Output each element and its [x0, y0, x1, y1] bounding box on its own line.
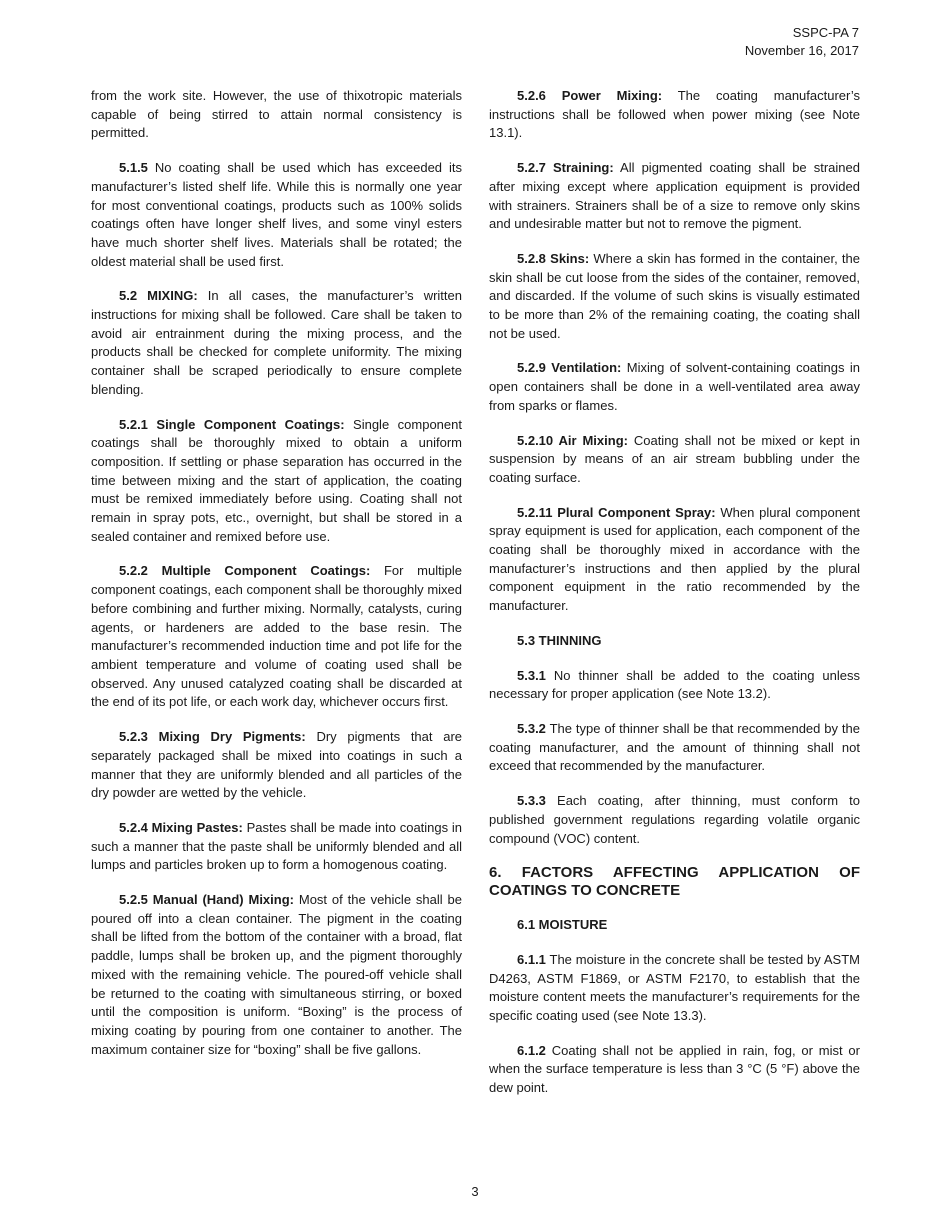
paragraph-5-2-2: 5.2.2 Multiple Component Coatings: For multiple component coatings, each component shall be thoroughly mixed before combining and further mixing. Normally, catalysts, curing agents, or hardeners are added to the base resin. The manufacturer’s recommended induction time and pot life for the ambient temperature and volume of coating used shall be observed. Any unused catalyzed coating shall be discarded at the end of its pot life, or each work day, whichever occurs first.: [91, 563, 462, 710]
section-number: 5.1.5: [119, 160, 148, 176]
paragraph-5-1-5: 5.1.5 No coating shall be used which has exceeded its manufacturer’s listed shelf life. While this is normally one year for most conventional coatings, products such as 100% solids coatings often have longer shelf lives, and some vinyl esters have much shorter shelf lives. Materials shall be rotated; the oldest material shall be used first.: [91, 160, 462, 269]
section-heading: 5.2.7 Straining:: [517, 160, 614, 176]
paragraph-6-1-2: 6.1.2 Coating shall not be applied in rain, fog, or mist or when the surface temperature is less than 3 °C (5 °F) above the dew point.: [489, 1042, 860, 1096]
section-heading: 5.2.3 Mixing Dry Pigments:: [119, 729, 306, 745]
subsection-heading-6-1: 6.1 MOISTURE: [517, 917, 608, 933]
paragraph-5-2-7: 5.2.7 Straining: All pigmented coating shall be strained after mixing except where application equipment is provided with strainers. Strainers shall be of a size to remove only skins and undesirable matter but not to remove the pigment.: [489, 160, 860, 232]
paragraph-5-2-10: 5.2.10 Air Mixing: Coating shall not be mixed or kept in suspension by means of an air stream bubbling under the coating surface.: [489, 432, 860, 485]
right-column: [489, 87, 860, 1114]
section-number: 5.3.2: [517, 720, 546, 736]
paragraph-5-2-5: 5.2.5 Manual (Hand) Mixing: Most of the vehicle shall be poured off into a clean container. The pigment in the coating shall be lifted from the bottom of the container with a broad, flat paddle, lumps shall be broken up, and the pigment thoroughly mixed with the remaining vehicle. The poured-off vehicle shall be returned to the coating with simultaneous stirring, or boxed until the composition is uniform. “Boxing” is the process of mixing coating by pouring from one container to another. The maximum container size for “boxing” shall be five gallons.: [91, 892, 462, 1057]
section-heading: 5.2.9 Ventilation:: [517, 360, 622, 376]
section-heading: 5.2.4 Mixing Pastes:: [119, 819, 243, 835]
section-heading: 5.2.5 Manual (Hand) Mixing:: [119, 892, 294, 908]
paragraph-5-3-1: 5.3.1 No thinner shall be added to the coating unless necessary for proper application (see Note 13.2).: [489, 667, 860, 702]
left-column: [91, 87, 462, 1075]
section-heading: 5.2.2 Multiple Component Coatings:: [119, 563, 371, 579]
paragraph-5-3-2: 5.3.2 The type of thinner shall be that recommended by the coating manufacturer, and the amount of thinning shall not exceed that recommended by the manufacturer.: [489, 720, 860, 774]
section-heading: 5.2 MIXING:: [119, 288, 198, 304]
section-heading: 5.2.10 Air Mixing:: [517, 432, 628, 448]
paragraph-5-2-6: 5.2.6 Power Mixing: The coating manufacturer’s instructions shall be followed when power mixing (see Note 13.1).: [489, 88, 860, 141]
section-heading: 5.2.8 Skins:: [517, 250, 590, 266]
section-number: 5.3.1: [517, 667, 546, 683]
section-heading: 5.2.6 Power Mixing:: [517, 88, 663, 103]
paragraph-continuation: from the work site. However, the use of thixotropic materials capable of being stirred to attain normal consistency is permitted.: [91, 88, 462, 141]
section-number: 5.3.3: [517, 793, 546, 809]
paragraph-5-2-1: 5.2.1 Single Component Coatings: Single component coatings shall be thoroughly mixed to obtain a uniform composition. If settling or phase separation has occurred in the time between mixing and the start of application, the coating must be remixed immediately before using. Coating shall not remain in spray pots, etc., overnight, but shall be stored in a sealed container and remixed before use.: [91, 416, 462, 544]
paragraph-5-2-8: 5.2.8 Skins: Where a skin has formed in the container, the skin shall be cut loose from the sides of the container, removed, and discarded. If the volume of such skins is visually estimated to be more than 2% of the remaining coating, the coating shall not be used.: [489, 250, 860, 341]
page-header: [745, 24, 859, 60]
paragraph-5-2-11: 5.2.11 Plural Component Spray: When plural component spray equipment is used for application, each component of the coating shall be thoroughly mixed in accordance with the manufacturer’s instructions and then applied by the plural component equipment in the ratio recommended by the manufacturer.: [489, 504, 860, 614]
page-number: 3: [471, 1184, 479, 1199]
paragraph-5-2-3: 5.2.3 Mixing Dry Pigments: Dry pigments that are separately packaged shall be mixed into coatings in such a manner that they are uniformly blended and all particles of the dry powder are wetted by the vehicle.: [91, 729, 463, 801]
section-heading: 5.2.11 Plural Component Spray:: [517, 504, 716, 520]
paragraph-5-2: 5.2 MIXING: In all cases, the manufacturer’s written instructions for mixing shall be followed. Care shall be taken to avoid air entrainment during the mixing process, and the products shall be checked for complete uniformity. The mixing container shall be scraped periodically to ensure complete blending.: [91, 288, 462, 397]
section-heading-6: 6. FACTORS AFFECTING APPLICATION OF COATINGS TO CONCRETE: [489, 864, 860, 900]
document-date: November 16, 2017: [744, 43, 859, 58]
document-id: SSPC-PA 7: [792, 25, 859, 40]
section-heading: 5.2.1 Single Component Coatings:: [119, 416, 345, 432]
paragraph-5-2-4: 5.2.4 Mixing Pastes: Pastes shall be made into coatings in such a manner that the paste shall be uniformly blended and all lumps and particles broken up to form a homogenous coating.: [91, 819, 462, 873]
section-number: 6.1.2: [517, 1042, 546, 1058]
paragraph-5-2-9: 5.2.9 Ventilation: Mixing of solvent-containing coatings in open containers shall be done in a well-ventilated area away from sparks or flames.: [489, 360, 860, 413]
paragraph-6-1-1: 6.1.1 The moisture in the concrete shall be tested by ASTM D4263, ASTM F1869, or ASTM F2170, to establish that the moisture content meets the manufacturer’s requirements for the specific coating used (see Note 13.3).: [489, 951, 860, 1024]
section-number: 6.1.1: [517, 951, 546, 967]
paragraph-5-3-3: 5.3.3 Each coating, after thinning, must conform to published government regulations regarding volatile organic compound (VOC) content.: [489, 793, 860, 846]
subsection-heading-5-3: 5.3 THINNING: [517, 632, 602, 648]
